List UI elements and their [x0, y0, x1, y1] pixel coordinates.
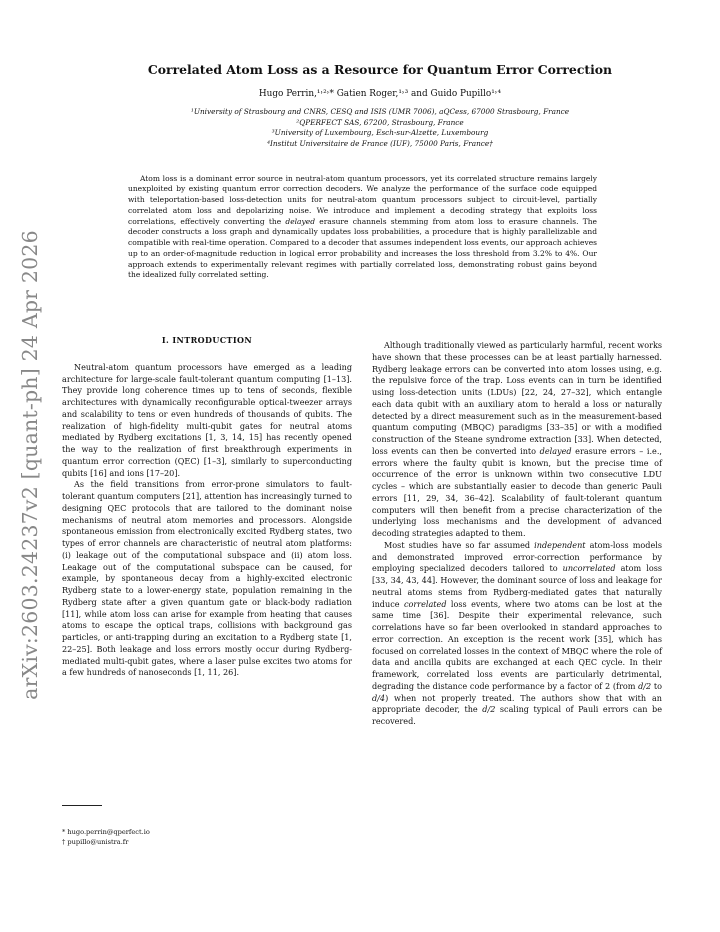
text-run: to [651, 680, 663, 691]
affiliation-list [100, 107, 660, 149]
arxiv-sidebar [10, 230, 50, 700]
abstract [128, 174, 597, 282]
text-run: erasure errors – i.e., errors where the faulty qubit is known, but the precise time of occurrence of the error is unknown within two consecutive LDU cycles – which are substantially easier to decode than generic Pauli errors [11, 29, 34, 36–42]. Scalability of fault-tolerant quantum computers will then benefit from a precise characterization of the underlying loss mechanisms and the development of advanced decoding strategies adapted to them. [372, 445, 662, 538]
emphasis-run: correlated [403, 598, 447, 609]
text-run: Although traditionally viewed as particularly harmful, recent works have shown that these processes can be at least partially harnessed. Rydberg leakage errors can be converted into atom losses using, e.g. the repulsive force of the trap. Loss events can in turn be identified using loss-detection units (LDUs) [22, 24, 27–32], which entangle each data qubit with an auxiliary atom to herald a loss or naturally detected by a direct measurement such as in the measurement-based quantum computing (MBQC) paradigms [33–35] or with a modified construction of the Steane syndrome extraction [33]. When detected, loss events can then be converted into [372, 340, 662, 456]
math-run: d/4 [372, 692, 386, 703]
footnotes [62, 827, 150, 847]
affiliation-2: ²QPERFECT SAS, 67200, Strasbourg, France [296, 117, 464, 127]
affiliation-1: ¹University of Strasbourg and CNRS, CESQ and ISIS (UMR 7006), aQCess, 67000 Strasbourg, France [190, 107, 570, 116]
paper-title: Correlated Atom Loss as a Resource for Quantum Error Correction [147, 62, 613, 77]
right-column [372, 340, 662, 728]
section-heading-introduction: I. INTRODUCTION [161, 335, 253, 345]
footnote-email-1[interactable]: * hugo.perrin@qperfect.io [62, 828, 150, 836]
author-list: Hugo Perrin,¹˒²˒* Gatien Roger,¹˒³ and Guido Pupillo¹˒⁴ [258, 89, 502, 99]
text-run: Most studies have so far assumed [384, 539, 535, 550]
text-run: loss events, where two atoms can be lost at the same time [36]. Despite their experimental relevance, such correlations have so far been overlooked in standard approaches to error correction. An exception is the recent work [35], which has focused on correlated losses in the context of MBQC where the role of data and ancilla qubits are exchanged at each QEC cycle. In their framework, correlated loss events are particularly detrimental, degrading the distance code performance by a factor of 2 (from [372, 598, 662, 691]
intro-paragraph-1: Neutral-atom quantum processors have emerged as a leading architecture for large-scale fault-tolerant quantum computing [1–13]. They provide long coherence times up to tens of seconds, flexible architectures with dynamically reconfigurable optical-tweezer arrays and scalability to tens or even hundreds of thousands of qubits. The realization of high-fidelity multi-qubit gates for neutral atoms mediated by Rydberg excitations [1, 3, 14, 15] has recently opened the way to the realization of first breakthrough experiments in quantum error correction (QEC) [1–3], similarly to superconducting qubits [16] and ions [17–20]. [62, 361, 352, 478]
math-run: d/2 [638, 680, 652, 691]
text-run: ) when not properly treated. The authors show that with an appropriate decoder, the [372, 692, 662, 715]
math-run: d/2 [482, 704, 496, 715]
emphasis-run: uncorrelated [562, 563, 616, 574]
affiliation-4: ⁴Institut Universitaire de France (IUF), 75000 Paris, France† [267, 138, 493, 148]
abstract-text-1: Atom loss is a dominant error source in neutral-atom quantum processors, yet its correlated structure remains largely unexploited by existing quantum error correction decoders. We analyze the performance of the surface code equipped with teleportation-based loss-detection units for neutral-atom quantum processors subject to circuit-level, partially correlated atom loss and depolarizing noise. We introduce and implement a decoding strategy that exploits loss correlations, effectively converting the [128, 173, 597, 226]
footnote-divider [62, 805, 102, 806]
emphasis-run: delayed [539, 445, 572, 456]
arxiv-identifier: arXiv:2603.24237v2 [quant-ph] 24 Apr 2026 [18, 230, 42, 700]
text-run: atom loss [33, 34, 43, 44]. However, the dominant source of loss and leakage for neutral atoms stems from Rydberg-mediated gates that naturally induce [372, 563, 662, 609]
intro-paragraph-4 [372, 540, 662, 728]
abstract-text-2: erasure channels stemming from atom loss to erasure channels. The decoder constructs a loss graph and dynamically updates loss probabilities, a procedure that is highly parallelizable and compatible with real-time operation. Compared to a decoder that assumes independent loss events, our approach achieves up to an order-of-magnitude reduction in logical error probability and increases the loss threshold from 3.2% to 4%. Our approach extends to experimentally relevant regimes with partially correlated loss, demonstrating robust gains beyond the idealized fully correlated setting. [128, 216, 597, 280]
abstract-emphasis: delayed [285, 216, 316, 226]
emphasis-run: independent [534, 539, 586, 550]
footnote-email-2[interactable]: † pupillo@unistra.fr [62, 838, 129, 846]
text-run: atom-loss models and demonstrated improved error-correction performance by employing specialized decoders tailored to [372, 539, 662, 574]
left-column [62, 335, 352, 679]
intro-paragraph-3 [372, 340, 662, 540]
text-run: scaling typical of Pauli errors can be recovered. [372, 704, 663, 726]
affiliation-3: ³University of Luxembourg, Esch-sur-Alzette, Luxembourg [271, 128, 489, 138]
intro-paragraph-2: As the field transitions from error-prone simulators to fault-tolerant quantum computers [21], attention has increasingly turned to designing QEC protocols that are tailored to the dominant noise mechanisms of neutral atom memories and processors. Alongside spontaneous emission from electronically excited Rydberg states, two types of error channels are characteristic of neutral atom platforms: (i) leakage out of the computational subspace and (ii) atom loss. Leakage out of the computational subspace can be caused, for example, by spontaneous decay from a highly-excited electronic Rydberg state to a lower-energy state, population remaining in the Rydberg state after a given quantum gate or black-body radiation [11], while atom loss can arise for example from heating that causes atoms to escape the optical traps, collisions with background gas particles, or anti-trapping during an excitation to a Rydberg state [1, 22–25]. Both leakage and loss errors mostly occur during Rydberg-mediated multi-qubit gates, where a laser pulse excites two atoms for a few hundreds of nanoseconds [1, 11, 26]. [62, 479, 352, 678]
